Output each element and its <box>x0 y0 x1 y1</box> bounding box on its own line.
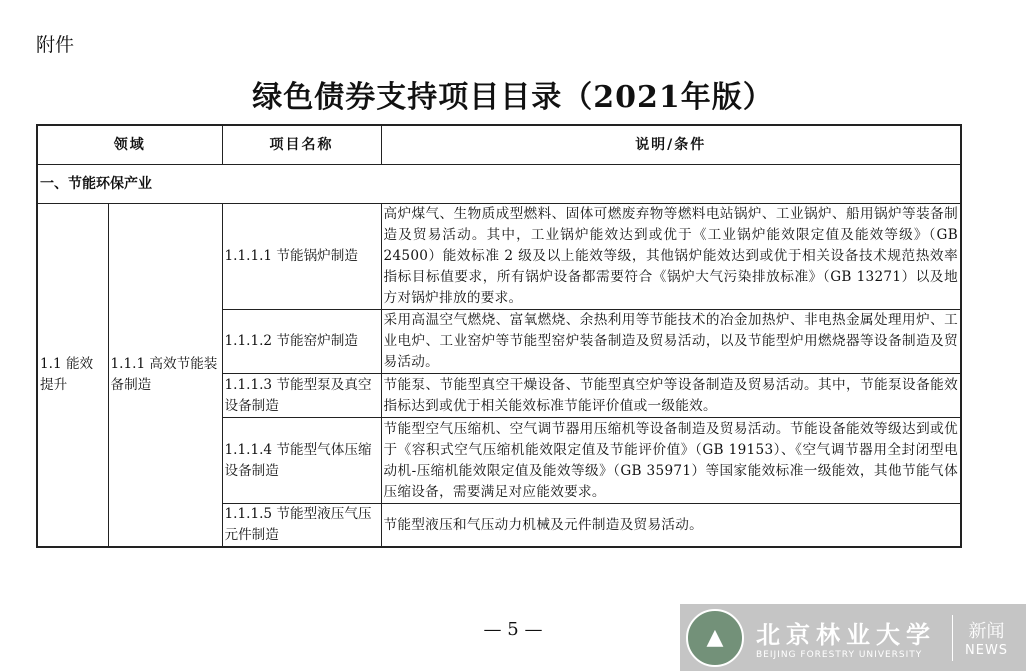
column-header-description: 说明/条件 <box>381 125 961 165</box>
project-name: 1.1.1.1 节能锅炉制造 <box>222 204 381 310</box>
university-emblem-icon: ▲ <box>686 609 744 667</box>
project-description: 节能泵、节能型真空干燥设备、节能型真空炉等设备制造及贸易活动。其中，节能泵设备能效指标达到或优于相关能效标准节能评价值或一级能效。 <box>381 374 961 418</box>
document-title: 绿色债券支持项目目录（2021年版） <box>252 80 774 115</box>
project-description: 节能型空气压缩机、空气调节器用压缩机等设备制造及贸易活动。节能设备能效等级达到或优于《容积式空气压缩机能效限定值及节能评价值》（GB 19153）、《空气调节器用全封闭型电动机-压缩机能效限定值及能效等级》（GB 35971）等国家能效标准一级能效，其他节能气体压缩设备，需要满足对应能效要求。 <box>381 418 961 504</box>
watermark-news-cn: 新闻 <box>968 621 1005 642</box>
domain-level1: 1.1 能效提升 <box>37 204 108 548</box>
watermark-banner <box>680 604 1026 671</box>
watermark-news-en: NEWS <box>965 643 1009 658</box>
project-name: 1.1.1.4 节能型气体压缩设备制造 <box>222 418 381 504</box>
attachment-label: 附件 <box>36 34 75 56</box>
watermark-school-en: BEIJING FORESTRY UNIVERSITY <box>756 650 923 660</box>
table-header-row <box>37 125 961 165</box>
watermark-school-cn: 北京林业大学 <box>756 620 936 649</box>
section-row <box>37 165 961 204</box>
table-row <box>37 204 961 310</box>
section-title: 一、节能环保产业 <box>37 165 961 204</box>
watermark-school <box>756 615 936 660</box>
project-description: 采用高温空气燃烧、富氧燃烧、余热利用等节能技术的冶金加热炉、非电热金属处理用炉、工业电炉、工业窑炉等节能型窑炉装备制造及贸易活动，以及节能型炉用燃烧器等设备制造及贸易活动。 <box>381 310 961 374</box>
page-number: — 5 — <box>483 619 543 640</box>
project-name: 1.1.1.5 节能型液压气压元件制造 <box>222 504 381 548</box>
watermark-divider <box>952 615 953 661</box>
project-name: 1.1.1.3 节能型泵及真空设备制造 <box>222 374 381 418</box>
project-description: 节能型液压和气压动力机械及元件制造及贸易活动。 <box>381 504 961 548</box>
project-name: 1.1.1.2 节能窑炉制造 <box>222 310 381 374</box>
watermark-news <box>965 617 1008 658</box>
project-description: 高炉煤气、生物质成型燃料、固体可燃废弃物等燃料电站锅炉、工业锅炉、船用锅炉等装备制造及贸易活动。其中，工业锅炉能效达到或优于《工业锅炉能效限定值及能效等级》（GB 24500）能效标准 2 级及以上能效等级，其他锅炉能效达到或优于相关设备技术规范热效率指标目标值要求，所有锅炉设备都需要符合《锅炉大气污染排放标准》（GB 13271）以及地方对锅炉排放的要求。 <box>381 204 961 310</box>
column-header-domain: 领域 <box>37 125 222 165</box>
catalog-table <box>36 124 962 548</box>
domain-level2: 1.1.1 高效节能装备制造 <box>108 204 222 548</box>
column-header-project: 项目名称 <box>222 125 381 165</box>
